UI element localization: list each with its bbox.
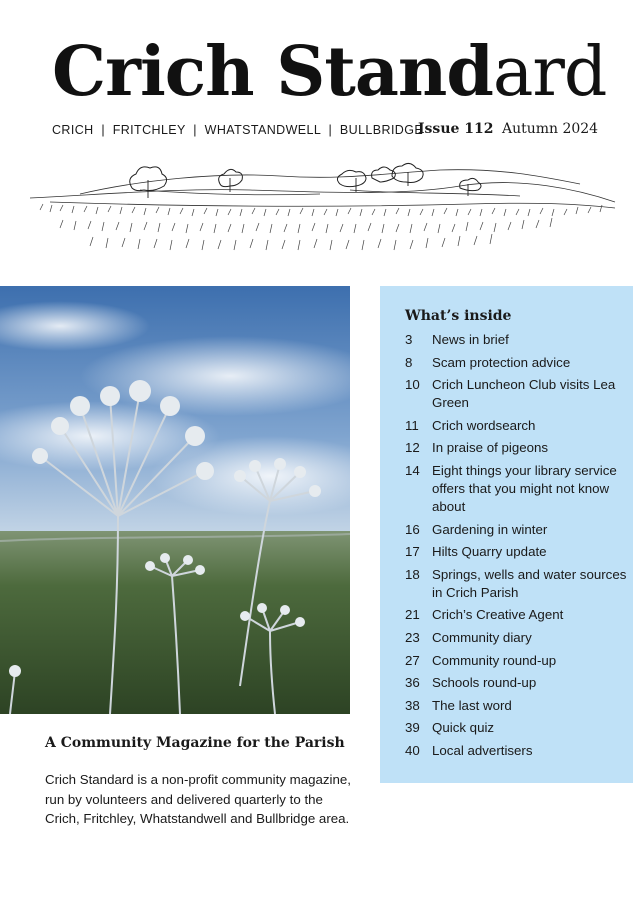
contents-title: Gardening in winter	[432, 521, 548, 537]
magazine-title	[52, 32, 607, 112]
contents-list	[405, 331, 630, 765]
contents-page-number: 27	[405, 652, 420, 668]
contents-item[interactable]	[405, 439, 630, 457]
contents-page-number: 21	[405, 607, 420, 623]
contents-title: Crich Luncheon Club visits Lea Green	[432, 377, 616, 411]
contents-item[interactable]	[405, 697, 630, 715]
contents-item[interactable]	[405, 331, 630, 349]
contents-item[interactable]	[405, 742, 630, 760]
contents-title: Quick quiz	[432, 720, 495, 736]
contents-panel	[380, 286, 633, 783]
contents-heading: What’s inside	[405, 308, 512, 324]
cover-photo	[0, 286, 350, 714]
contents-page-number: 23	[405, 629, 420, 645]
contents-item[interactable]	[405, 462, 630, 516]
title-light-part: ard	[492, 33, 607, 112]
contents-title: Schools round-up	[432, 675, 537, 691]
contents-title: Hilts Quarry update	[432, 544, 547, 560]
issue-info	[418, 121, 598, 137]
contents-item[interactable]	[405, 606, 630, 624]
contents-page-number: 18	[405, 566, 420, 582]
contents-item[interactable]	[405, 376, 630, 412]
contents-page-number: 3	[405, 332, 413, 347]
contents-item[interactable]	[405, 674, 630, 692]
contents-page-number: 16	[405, 521, 420, 537]
contents-title: News in brief	[432, 332, 509, 347]
contents-title: In praise of pigeons	[432, 440, 549, 456]
contents-item[interactable]	[405, 719, 630, 737]
contents-title: Local advertisers	[432, 742, 533, 758]
contents-item[interactable]	[405, 521, 630, 539]
contents-item[interactable]	[405, 354, 630, 372]
contents-item[interactable]	[405, 543, 630, 561]
about-heading: A Community Magazine for the Parish	[45, 735, 345, 751]
contents-title: Scam protection advice	[432, 354, 571, 370]
contents-item[interactable]	[405, 629, 630, 647]
contents-page-number: 11	[405, 417, 419, 433]
masthead	[0, 0, 633, 270]
contents-page-number: 17	[405, 544, 420, 560]
contents-page-number: 39	[405, 720, 420, 736]
issue-season: Autumn 2024	[501, 121, 599, 137]
contents-title: Crich wordsearch	[432, 417, 536, 433]
contents-title: The last word	[432, 697, 512, 713]
about-text: Crich Standard is a non-profit community magazine, run by volunteers and delivered quarterly to the Crich, Fritchley, Whatstandwell and Bullbridge area.	[45, 772, 351, 826]
issue-number: Issue 112	[418, 121, 494, 137]
contents-title: Eight things your library service offers that you might not know about	[432, 462, 617, 514]
landscape-illustration	[20, 150, 620, 260]
contents-title: Community diary	[432, 629, 532, 645]
contents-page-number: 14	[405, 462, 420, 478]
contents-page-number: 40	[405, 742, 420, 758]
contents-title: Crich’s Creative Agent	[432, 607, 564, 623]
contents-page-number: 12	[405, 440, 420, 456]
villages-line: CRICH | FRITCHLEY | WHATSTANDWELL | BULLBRIDGE	[52, 123, 424, 137]
contents-page-number: 38	[405, 697, 420, 713]
contents-page-number: 36	[405, 675, 420, 691]
contents-title: Springs, wells and water sources in Crich Parish	[432, 566, 627, 600]
title-bold-part: Crich Stand	[52, 32, 493, 112]
contents-page-number: 10	[405, 377, 420, 393]
contents-item[interactable]	[405, 652, 630, 670]
contents-page-number: 8	[405, 354, 413, 370]
contents-item[interactable]	[405, 417, 630, 435]
contents-title: Community round-up	[432, 652, 557, 668]
contents-item[interactable]	[405, 566, 630, 602]
